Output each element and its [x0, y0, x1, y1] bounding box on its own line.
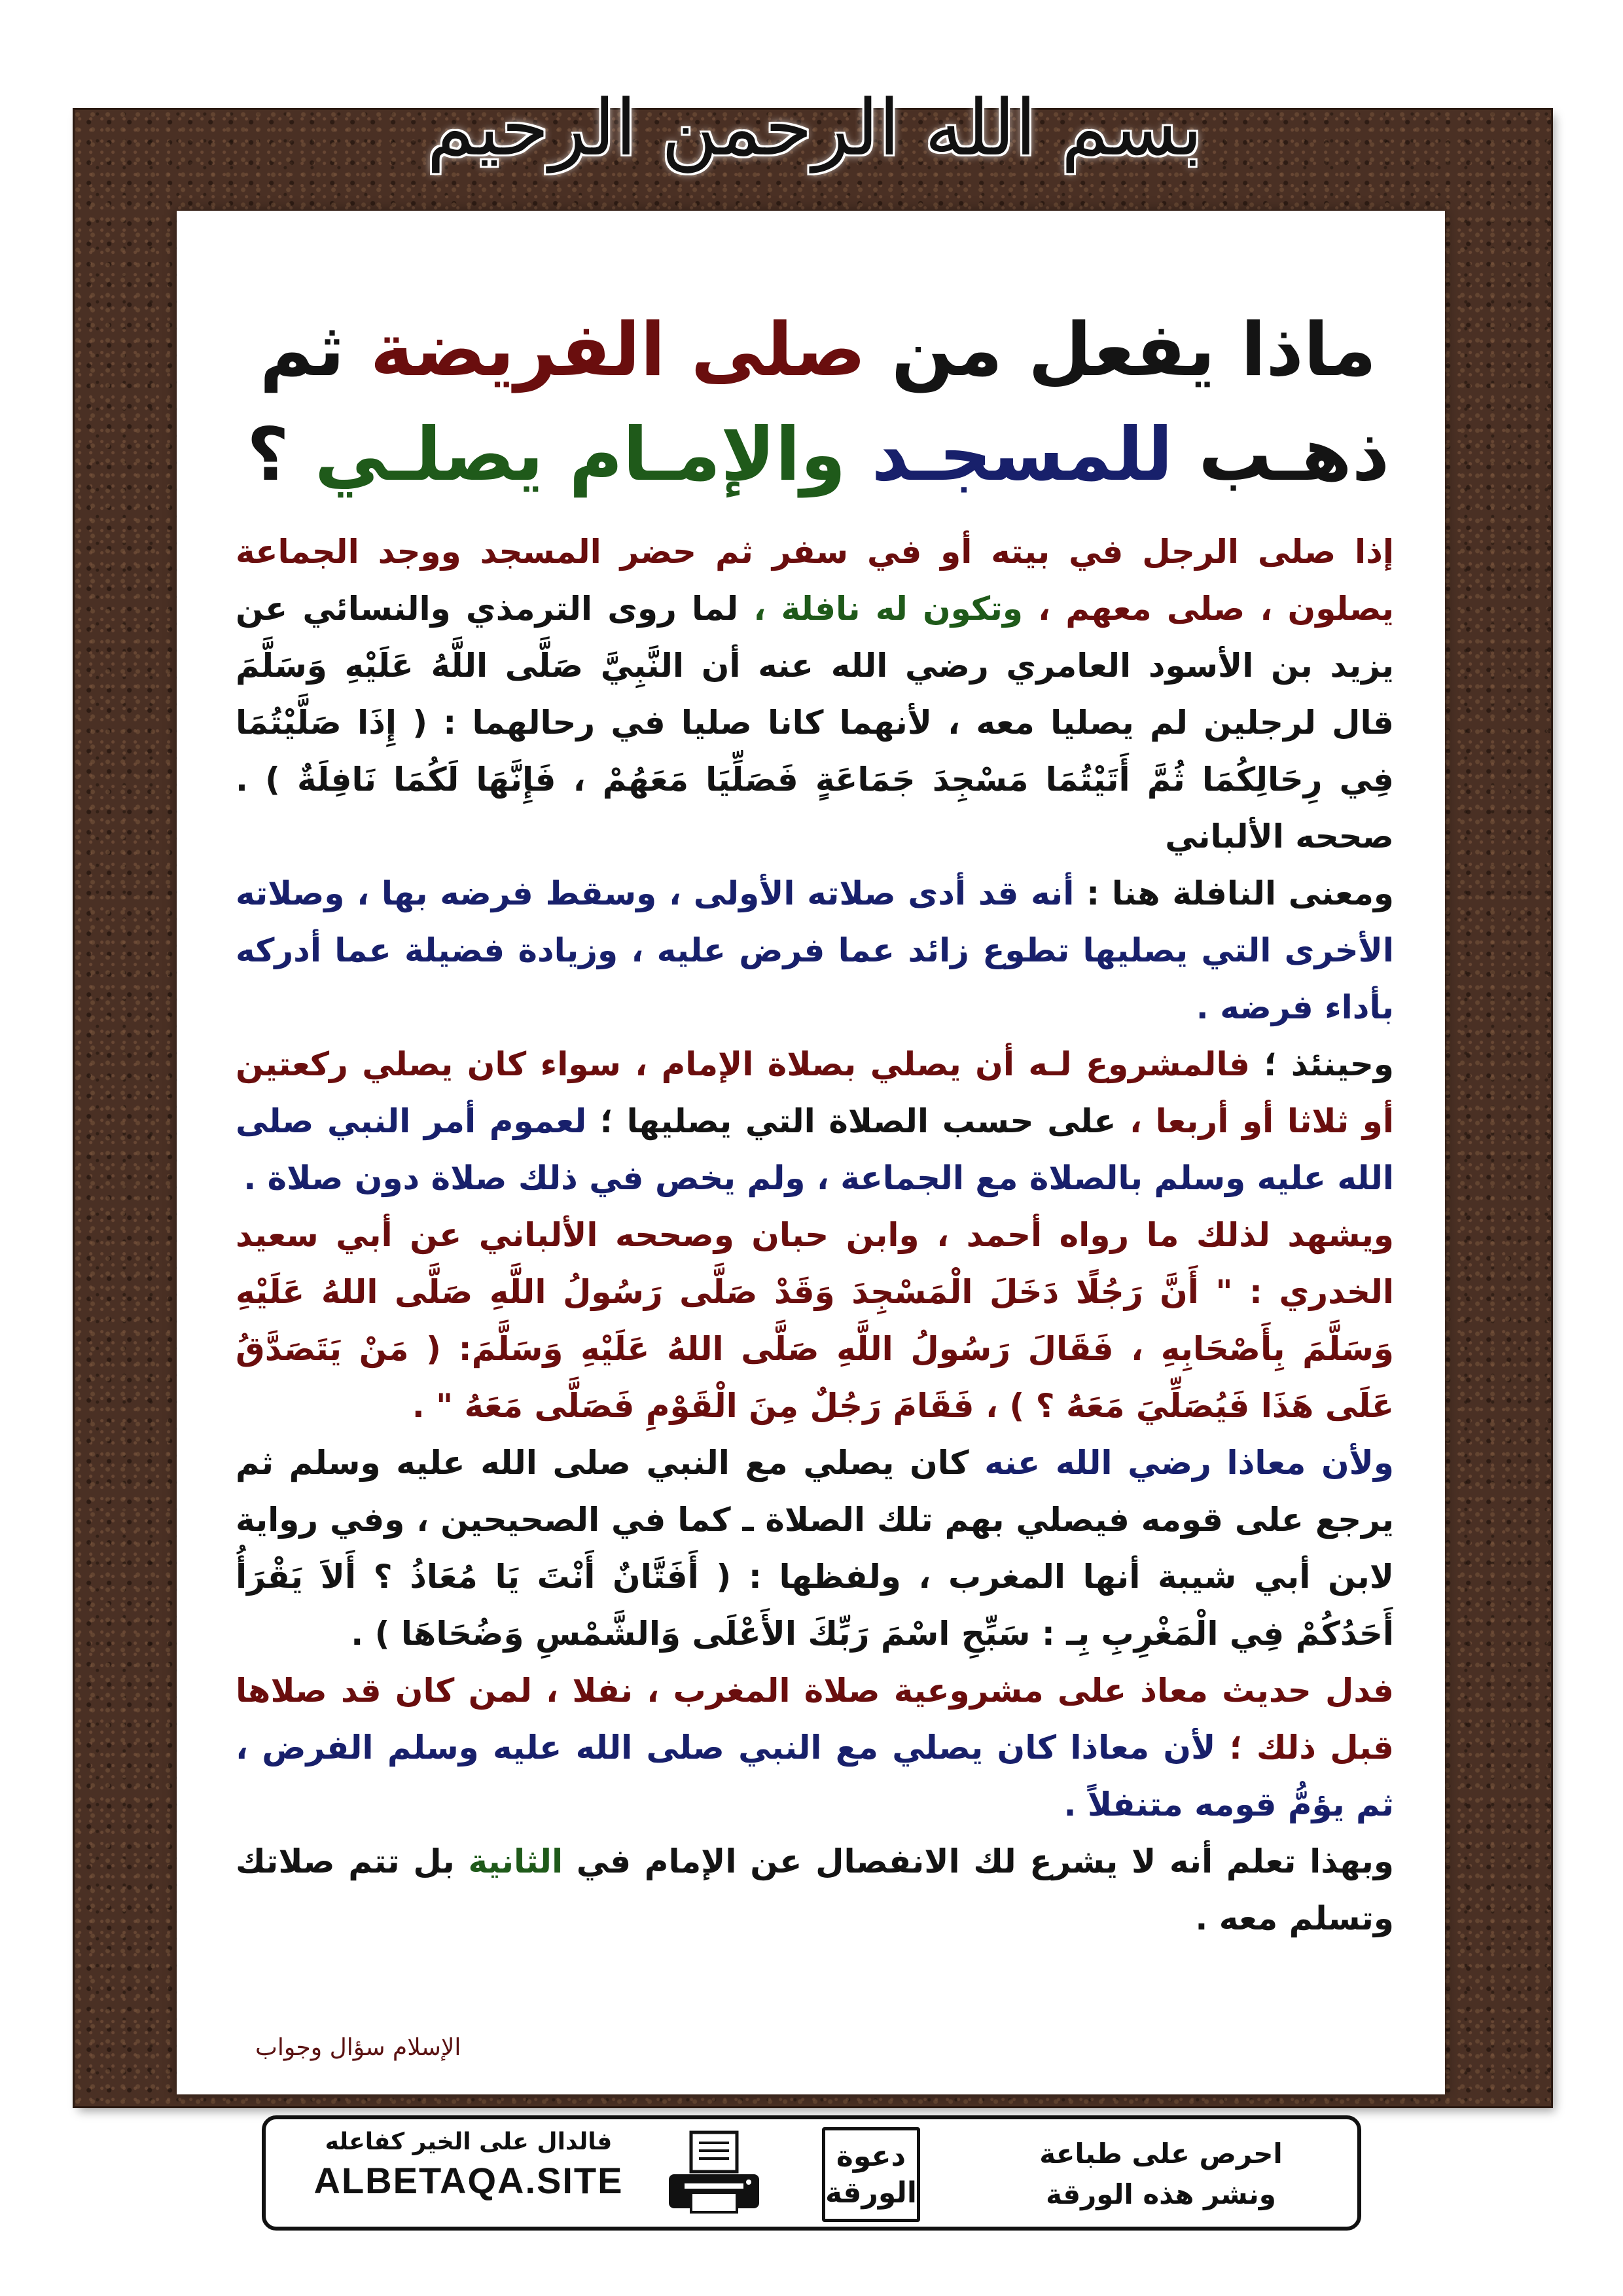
title-segment-2: ثم [259, 308, 345, 393]
text-segment: ويشهد لذلك ما رواه أحمد ، وابن حبان وصححه الألباني عن أبي سعيد الخدري : " أَنَّ رَجُلًا دَخَلَ الْمَسْجِدَ وَقَدْ صَلَّى رَسُولُ اللَّهِ صَلَّى اللهُ عَلَيْهِ وَسَلَّمَ بِأَصْحَابِهِ ، فَقَالَ رَسُولُ اللَّهِ صَلَّى اللهُ عَلَيْهِ وَسَلَّمَ: ( مَنْ يَتَصَدَّقُ عَلَى هَذَا فَيُصَلِّيَ مَعَهُ ؟ ) ، فَقَامَ رَجُلٌ مِنَ الْقَوْمِ فَصَلَّى مَعَهُ " . [236, 1216, 1394, 1425]
footer-slogan: فالدال على الخير كفاعله [325, 2128, 613, 2155]
title-segment-2: والإمـام يصلـي [314, 412, 846, 497]
text-segment: وتكون له نافلة ، [738, 590, 1023, 628]
title-segment-3: ؟ [246, 412, 289, 497]
text-segment: على حسب الصلاة التي يصليها ؛ [586, 1102, 1116, 1140]
title-line-1 [216, 298, 1420, 403]
title-segment-0: ماذا يفعل من [891, 308, 1377, 393]
footer-call-to-action [991, 2134, 1331, 2215]
logo-line-1: دعوة [836, 2139, 906, 2173]
text-segment: أنه قد أدى صلاته الأولى ، وسقط فرضه بها ، وصلاته الأخرى التي يصليها تطوع زائد عما فرض عليه ، وزيادة فضيلة عما أدركه بأداء فرضه . [236, 874, 1394, 1026]
title-segment-0: ذهـب [1198, 412, 1390, 497]
text-segment: وحينئذ ؛ [1249, 1045, 1394, 1083]
title-segment-1: للمسجـد [871, 412, 1173, 497]
cta-line-1: احرص على طباعة [1039, 2138, 1283, 2170]
basmala-calligraphy [427, 33, 1203, 223]
text-segment: ولأن معاذا رضي الله عنه [969, 1444, 1394, 1482]
paragraph [236, 1662, 1394, 1833]
text-segment: فالمشروع لـه أن يصلي بصلاة الإمام ، سواء كان يصلي ركعتين أو ثلاثا أو أربعا ، [236, 1045, 1394, 1140]
text-segment: فدل حديث معاذ على مشروعية صلاة المغرب ، نفلا ، لمن كان قد صلاها قبل ذلك ؛ [236, 1672, 1394, 1767]
paragraph [236, 1036, 1394, 1207]
text-segment: لعموم أمر النبي صلى الله عليه وسلم بالصلاة مع الجماعة ، ولم يخص في ذلك صلاة دون صلاة . [236, 1102, 1394, 1197]
footer-website-block [285, 2128, 652, 2202]
text-segment: لأن معاذا كان يصلي مع النبي صلى الله عليه وسلم الفرض ، ثم يؤمُّ قومه متنفلاً . [236, 1729, 1394, 1823]
website-link[interactable]: ALBETAQA.SITE [313, 2160, 624, 2201]
text-segment: ومعنى النافلة هنا : [1074, 874, 1394, 912]
text-segment: وبهذا تعلم أنه لا يشرع لك الانفصال عن الإمام في [563, 1842, 1394, 1880]
paragraph [236, 1833, 1394, 1947]
text-segment: لما روى الترمذي والنسائي عن يزيد بن الأسود العامري رضي الله عنه أن النَّبِيَّ صَلَّى اللَّهُ عَلَيْهِ وَسَلَّمَ قال لرجلين لم يصليا معه ، لأنهما كانا صليا في رحالهما : ( إِذَا صَلَّيْتُمَا فِي رِحَالِكُمَا ثُمَّ أَتَيْتُمَا مَسْجِدَ جَمَاعَةٍ فَصَلِّيَا مَعَهُمْ ، فَإِنَّهَا لَكُمَا نَافِلَةٌ ) . صححه الألباني [236, 590, 1394, 855]
dawat-alwaraqa-logo [822, 2127, 920, 2222]
paragraph [236, 524, 1394, 865]
printer-icon [665, 2128, 763, 2220]
source-credit: الإسلام سؤال وجواب [255, 2034, 461, 2061]
basmala-text: بسم الله الرحمن الرحيم [427, 82, 1203, 173]
paragraph [236, 1207, 1394, 1435]
text-segment: الثانية [468, 1842, 563, 1880]
title-segment-1: صلى الفريضة [370, 308, 866, 393]
text-segment: بل تتم صلاتك وتسلم معه . [236, 1842, 1394, 1937]
title-line-2 [216, 403, 1420, 507]
page-title [216, 298, 1420, 507]
logo-line-2: الورقة [825, 2176, 918, 2210]
paragraph [236, 865, 1394, 1036]
text-segment: كان يصلي مع النبي صلى الله عليه وسلم ثم يرجع على قومه فيصلي بهم تلك الصلاة ـ كما في الصحيحين ، وفي رواية لابن أبي شيبة أنها المغرب ، ولفظها : ( أَفَتَّانٌ أَنْتَ يَا مُعَاذُ ؟ أَلاَ يَقْرَأُ أَحَدُكُمْ فِي الْمَغْرِبِ بِـ : سَبِّحِ اسْمَ رَبِّكَ الأَعْلَى وَالشَّمْسِ وَضُحَاهَا ) . [236, 1444, 1394, 1653]
article-body [236, 524, 1394, 1947]
cta-line-2: ونشر هذه الورقة [1046, 2178, 1276, 2210]
paragraph [236, 1435, 1394, 1662]
text-segment: إذا صلى الرجل في بيته أو في سفر ثم حضر المسجد ووجد الجماعة يصلون ، صلى معهم ، [236, 533, 1394, 628]
footer-box [262, 2115, 1361, 2231]
